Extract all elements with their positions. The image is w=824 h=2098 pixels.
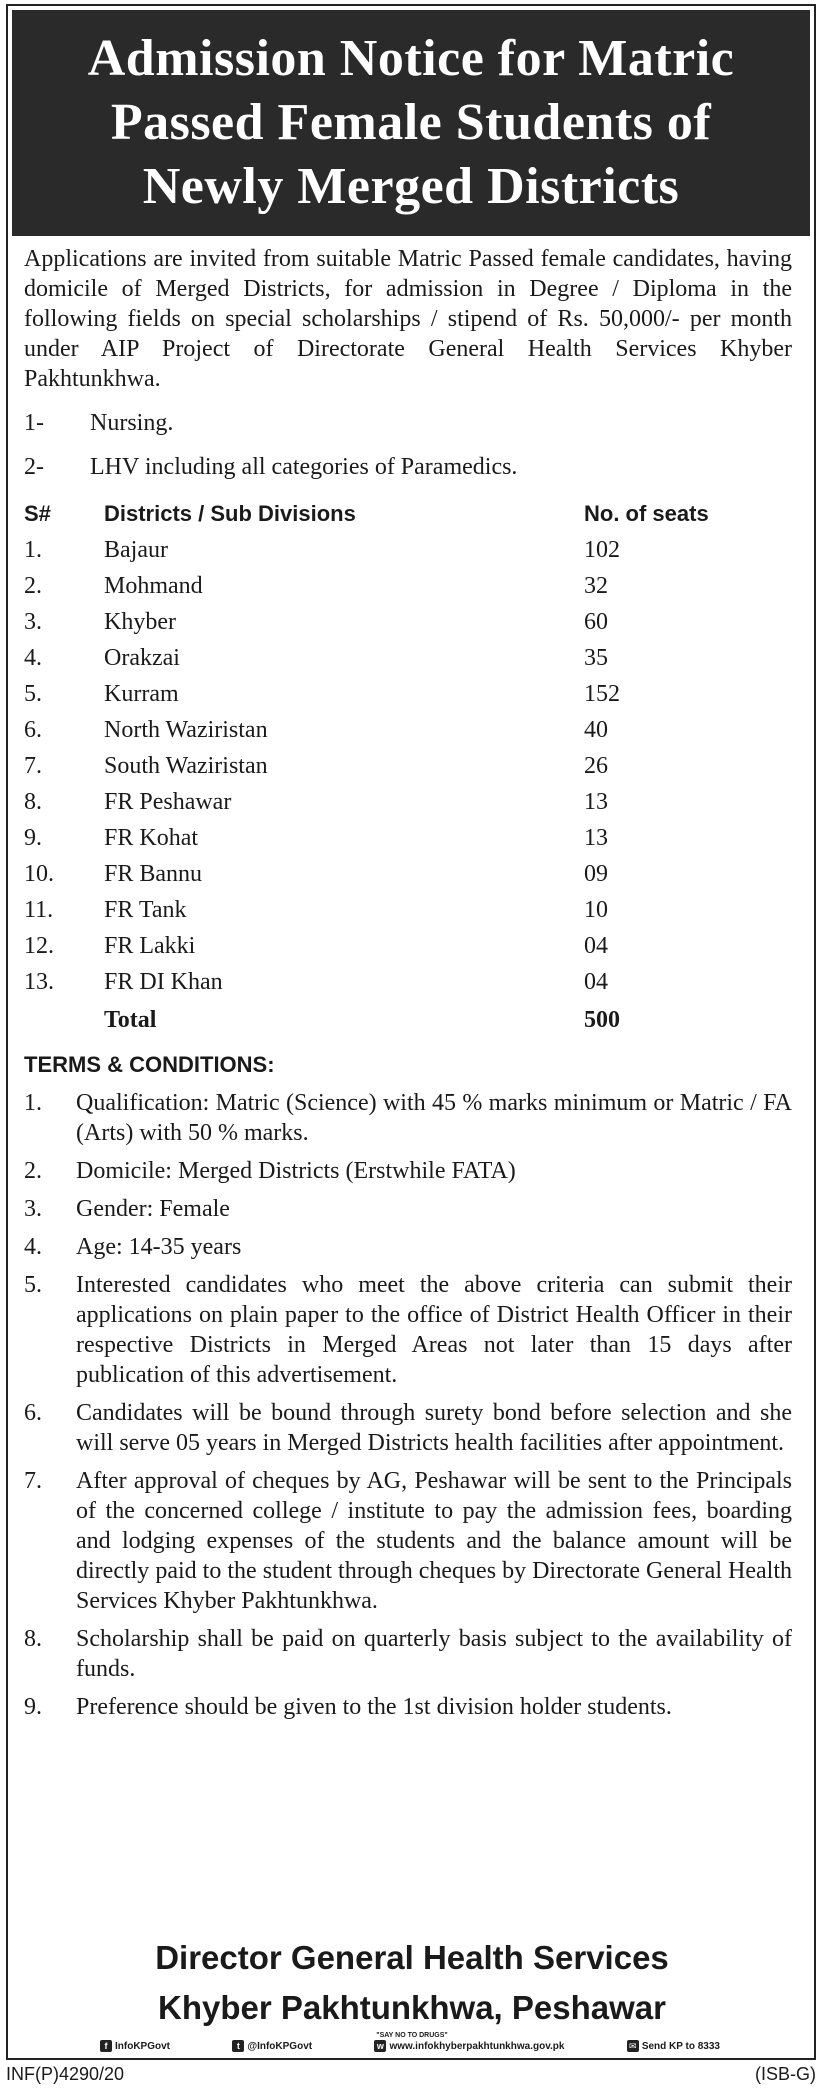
term-item (24, 1156, 792, 1186)
website-contact (374, 2040, 564, 2052)
term-text: Scholarship shall be paid on quarterly basis subject to the availability of funds. (76, 1626, 792, 1682)
ref-right: (ISB-G) (755, 2064, 816, 2084)
term-item (24, 1270, 792, 1390)
row-district: South Waziristan (104, 753, 268, 779)
term-number: 2. (24, 1158, 42, 1184)
row-seats: 60 (584, 609, 608, 635)
row-sno: 2. (24, 573, 42, 599)
row-seats: 04 (584, 969, 608, 995)
notice-header (12, 10, 810, 236)
table-row (24, 532, 724, 568)
field-number: 1- (24, 410, 44, 436)
total-spacer (24, 1000, 104, 1040)
ref-left: INF(P)4290/20 (6, 2064, 125, 2084)
sms-contact (627, 2040, 720, 2052)
row-seats: 26 (584, 753, 608, 779)
field-item (24, 452, 792, 482)
table-row (24, 640, 724, 676)
row-seats: 13 (584, 789, 608, 815)
term-text: Interested candidates who meet the above criteria can submit their applications on plain paper to the office of District Health Officer in their respective Districts in Merged Areas not later than 15 days after publication of this advertisement. (76, 1272, 792, 1388)
row-district: FR Bannu (104, 861, 203, 887)
term-text: After approval of cheques by AG, Peshawar will be sent to the Principals of the concerned college / institute to pay the admission fees, boarding and lodging expenses of the students and the balance amount will be directly paid to the student through cheques by Directorate General Health Services Khyber Pakhtunkhwa. (76, 1468, 792, 1614)
globe-icon: w (374, 2040, 386, 2052)
twitter-icon: t (232, 2040, 244, 2052)
row-sno: 3. (24, 609, 42, 635)
row-district: Bajaur (104, 537, 168, 563)
sms-text: Send KP to 8333 (641, 2040, 720, 2052)
row-seats: 152 (584, 681, 620, 707)
row-sno: 13. (24, 969, 54, 995)
term-number: 5. (24, 1272, 42, 1298)
table-row (24, 928, 724, 964)
table-row (24, 676, 724, 712)
header-sno: S# (24, 501, 51, 526)
term-number: 9. (24, 1694, 42, 1720)
row-district: FR Tank (104, 897, 187, 923)
twitter-contact (232, 2040, 312, 2052)
signature-block (0, 1933, 824, 2033)
row-district: FR Lakki (104, 933, 196, 959)
row-sno: 8. (24, 789, 42, 815)
row-sno: 9. (24, 825, 42, 851)
twitter-handle: @InfoKPGovt (247, 2040, 313, 2052)
row-district: Mohmand (104, 573, 203, 599)
row-sno: 5. (24, 681, 42, 707)
reference-line (6, 2064, 816, 2085)
term-item (24, 1692, 792, 1722)
row-district: Orakzai (104, 645, 180, 671)
row-seats: 13 (584, 825, 608, 851)
footer-bar (100, 2040, 720, 2052)
term-text: Qualification: Matric (Science) with 45 % marks minimum or Matric / FA (Arts) with 50 % marks. (76, 1090, 792, 1146)
header-line-2: Passed Female Students of (110, 94, 712, 151)
terms-title: TERMS & CONDITIONS: (24, 1052, 275, 1077)
table-row (24, 748, 724, 784)
total-label: Total (104, 1007, 157, 1033)
table-row (24, 964, 724, 1000)
table-row (24, 568, 724, 604)
term-item (24, 1088, 792, 1148)
seats-table (24, 496, 724, 1040)
row-district: FR Kohat (104, 825, 199, 851)
term-number: 6. (24, 1400, 42, 1426)
term-item (24, 1624, 792, 1684)
term-text: Candidates will be bound through surety bond before selection and she will serve 05 years in Merged Districts health facilities after appointment. (76, 1400, 792, 1456)
term-item (24, 1398, 792, 1458)
table-row (24, 892, 724, 928)
term-text: Preference should be given to the 1st division holder students. (76, 1694, 672, 1720)
term-item (24, 1194, 792, 1224)
term-text: Domicile: Merged Districts (Erstwhile FATA) (76, 1158, 516, 1184)
header-line-3: Newly Merged Districts (142, 158, 680, 215)
total-row (24, 1000, 724, 1040)
field-label: Nursing. (90, 410, 174, 436)
row-sno: 6. (24, 717, 42, 743)
sms-icon: ✉ (627, 2040, 639, 2052)
term-number: 7. (24, 1468, 42, 1494)
notice-body (24, 244, 792, 1722)
row-sno: 1. (24, 537, 42, 563)
field-number: 2- (24, 454, 44, 480)
term-number: 4. (24, 1234, 42, 1260)
table-row (24, 604, 724, 640)
signature-line-2: Khyber Pakhtunkhwa, Peshawar (157, 1989, 666, 2026)
field-item (24, 408, 792, 438)
row-district: Khyber (104, 609, 176, 635)
table-row (24, 820, 724, 856)
term-text: Age: 14-35 years (76, 1234, 242, 1260)
term-item (24, 1232, 792, 1262)
total-value: 500 (584, 1007, 620, 1033)
table-row (24, 856, 724, 892)
table-header-row (24, 496, 724, 532)
header-seats: No. of seats (584, 501, 709, 526)
intro-paragraph: Applications are invited from suitable Matric Passed female candidates, having domicile of Merged Districts, for admission in Degree / Diploma in the following fields on special scholarships / stipend of Rs. 50,000/- per month under AIP Project of Directorate General Health Services Khyber Pakhtunkhwa. (24, 246, 792, 392)
row-seats: 40 (584, 717, 608, 743)
anti-drug-slogan: "SAY NO TO DRUGS" (376, 2032, 448, 2039)
row-district: North Waziristan (104, 717, 268, 743)
row-district: Kurram (104, 681, 179, 707)
header-district: Districts / Sub Divisions (104, 501, 356, 526)
term-number: 3. (24, 1196, 42, 1222)
facebook-handle: InfoKPGovt (115, 2040, 170, 2052)
field-label: LHV including all categories of Paramedics. (90, 454, 518, 480)
row-seats: 09 (584, 861, 608, 887)
signature-line-1: Director General Health Services (155, 1939, 669, 1976)
facebook-icon: f (100, 2040, 112, 2052)
row-sno: 4. (24, 645, 42, 671)
row-seats: 10 (584, 897, 608, 923)
row-sno: 12. (24, 933, 54, 959)
row-seats: 04 (584, 933, 608, 959)
term-number: 1. (24, 1090, 42, 1116)
website-url: www.infokhyberpakhtunkhwa.gov.pk (389, 2040, 565, 2052)
table-row (24, 712, 724, 748)
term-item (24, 1466, 792, 1616)
row-sno: 11. (24, 897, 54, 923)
row-district: FR DI Khan (104, 969, 223, 995)
row-sno: 10. (24, 861, 54, 887)
row-seats: 35 (584, 645, 608, 671)
header-line-1: Admission Notice for Matric (87, 30, 735, 87)
row-seats: 32 (584, 573, 608, 599)
row-sno: 7. (24, 753, 42, 779)
facebook-contact (100, 2040, 170, 2052)
term-number: 8. (24, 1626, 42, 1652)
row-district: FR Peshawar (104, 789, 232, 815)
term-text: Gender: Female (76, 1196, 230, 1222)
table-row (24, 784, 724, 820)
row-seats: 102 (584, 537, 620, 563)
